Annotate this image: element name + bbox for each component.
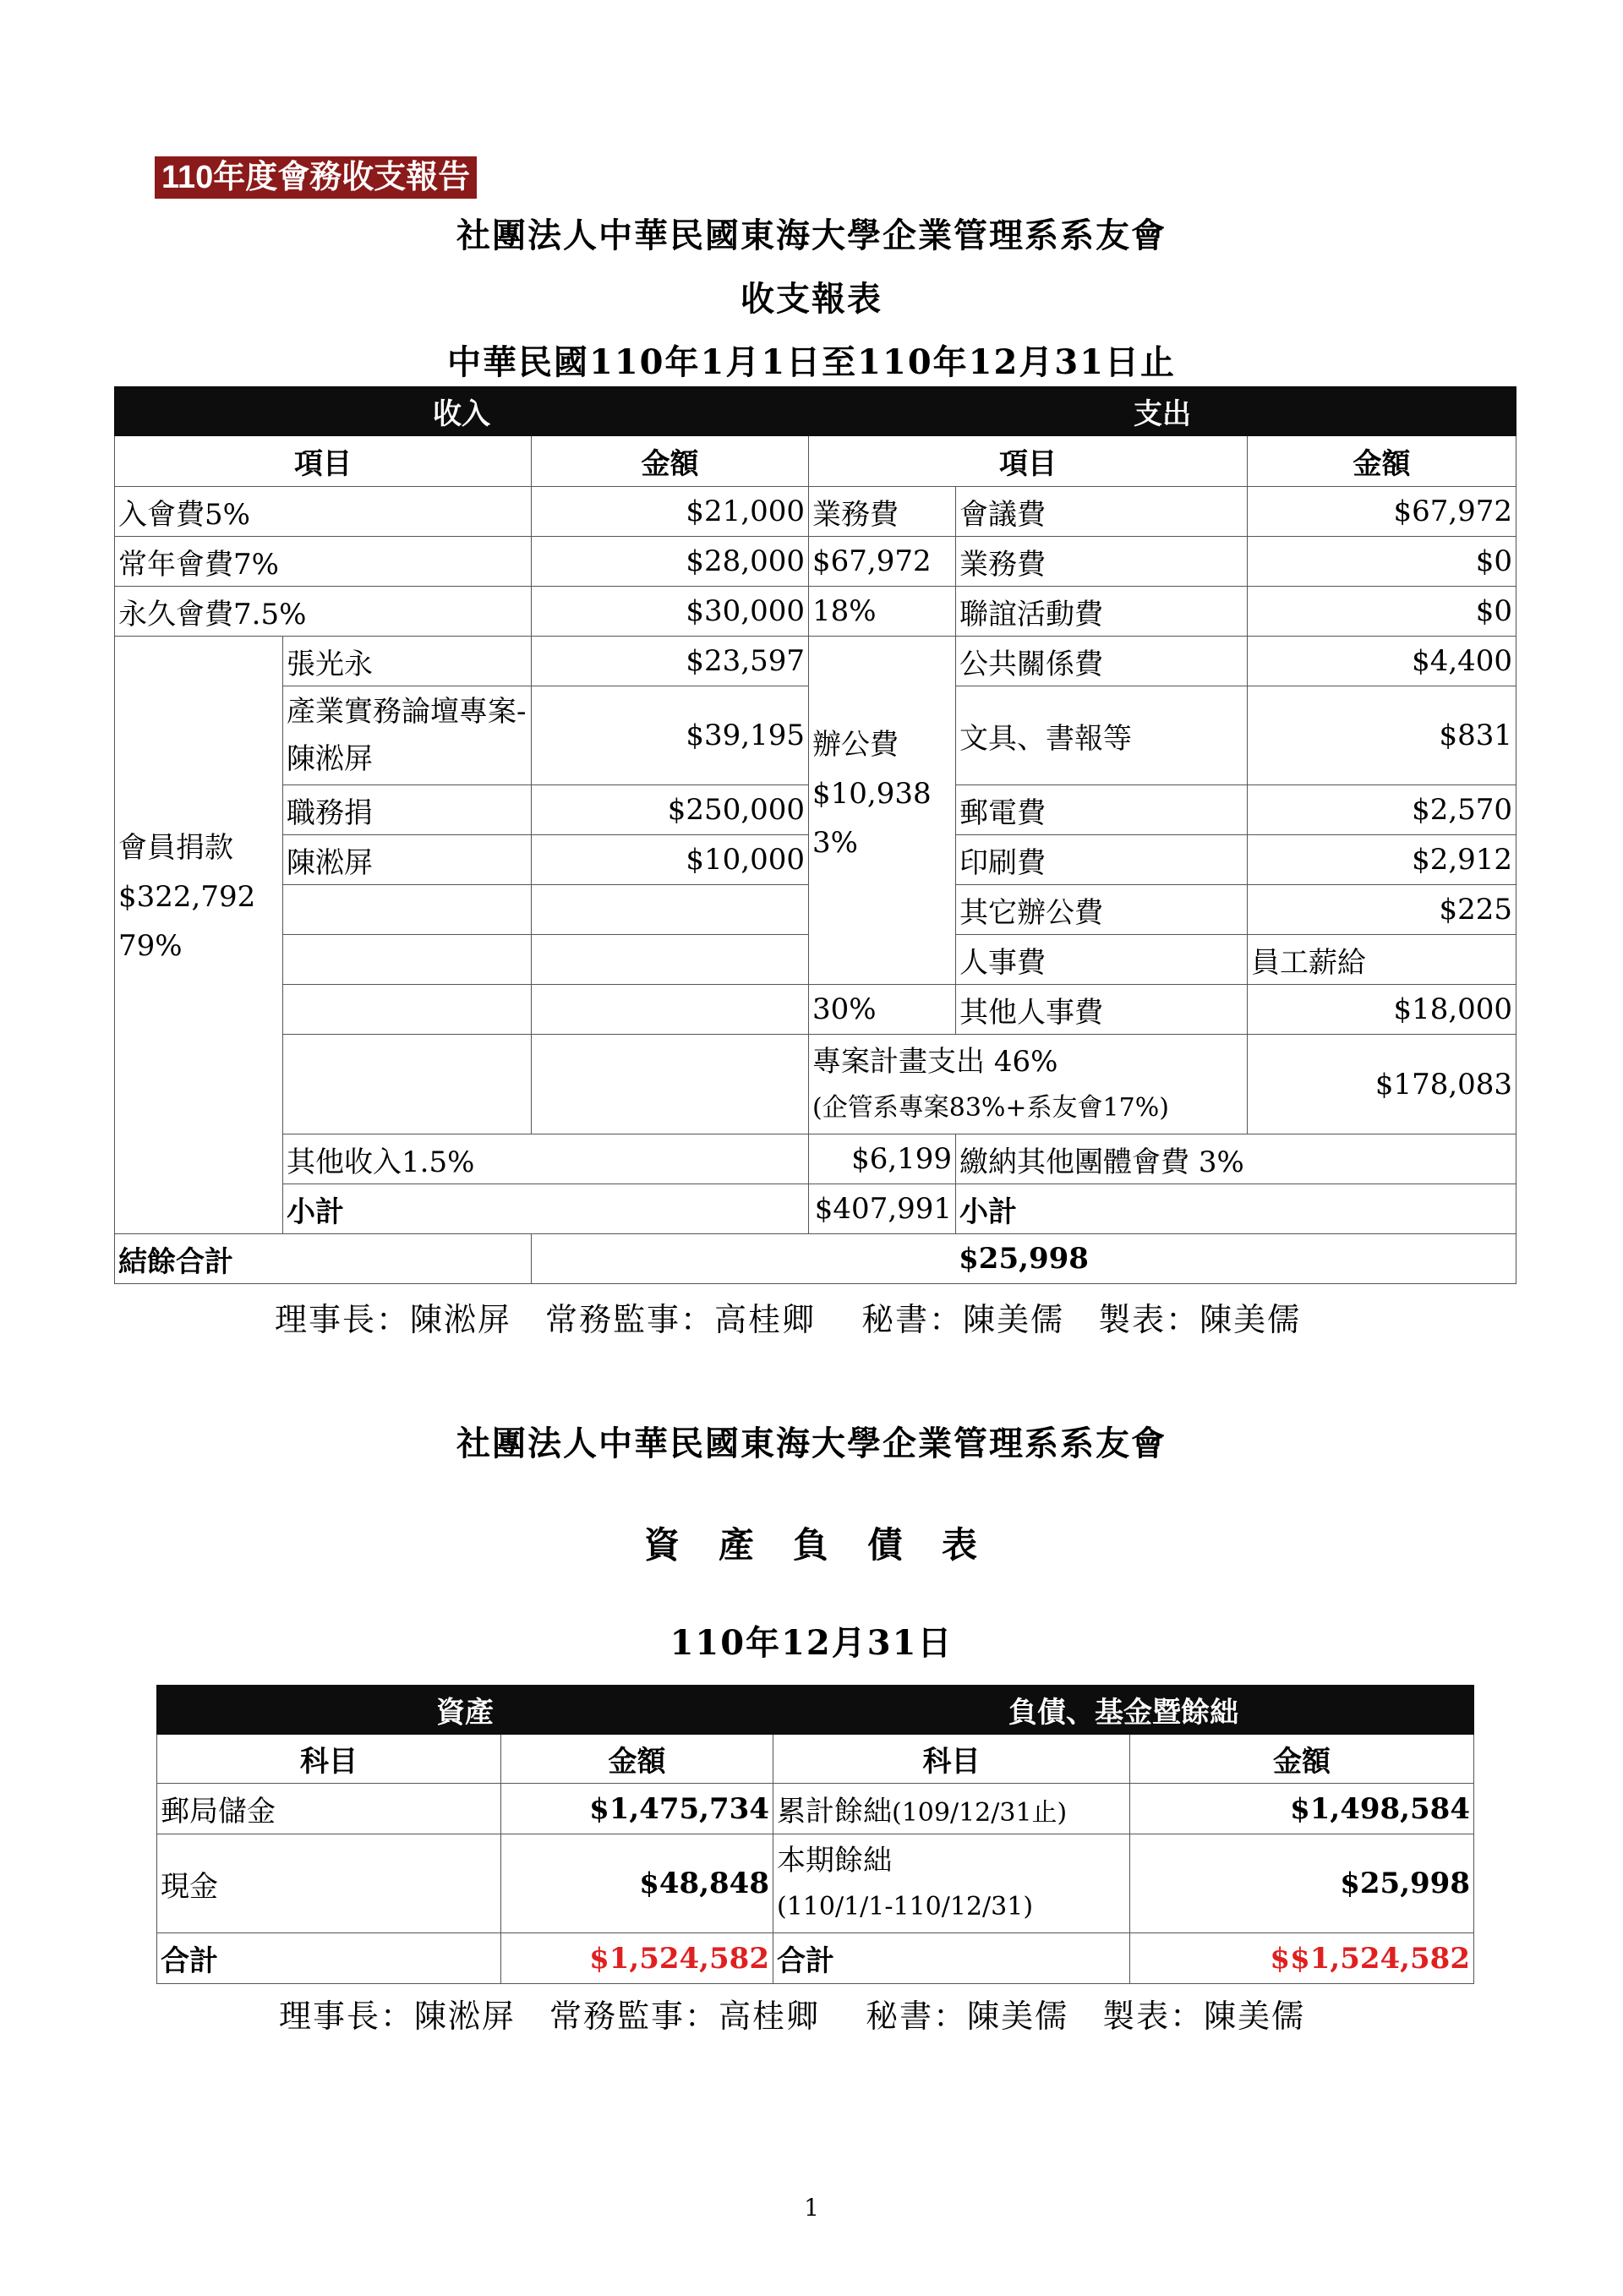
expense-item-amount: $2,570	[1248, 785, 1516, 835]
expense-item-amount: $0	[1248, 587, 1516, 637]
liab-total-label: 合計	[773, 1933, 1130, 1984]
asset-amount: $1,475,734	[501, 1784, 773, 1834]
expense-project-note: (企管系專案83%+系友會17%)	[812, 1092, 1169, 1123]
income-other-label: 其他收入1.5%	[283, 1134, 809, 1184]
donation-empty-name	[283, 935, 532, 985]
donation-empty-name	[283, 985, 532, 1035]
balance-sheet-title: 資 產 負 債 表	[643, 1524, 979, 1566]
report-badge: 110年度會務收支報告	[155, 156, 477, 199]
asset-name: 現金	[157, 1834, 501, 1933]
expense-item-amount: $2,912	[1248, 835, 1516, 885]
balance-amount: $25,998	[532, 1234, 1516, 1284]
donation-empty-amount	[532, 1035, 809, 1134]
balance-label: 結餘合計	[115, 1234, 532, 1284]
expense-personnel-label: 人事費	[956, 935, 1248, 985]
expense-business-pct: 18%	[809, 587, 956, 637]
expense-project-label: 專案計畫支出 46%	[812, 1044, 1058, 1079]
assets-col-amount: 金額	[501, 1735, 773, 1784]
assets-total-label: 合計	[157, 1933, 501, 1984]
expense-project-amount: $178,083	[1248, 1035, 1516, 1134]
liability-amount: $1,498,584	[1130, 1784, 1474, 1834]
donation-empty-name	[283, 1035, 532, 1134]
balance-sheet-date: 110年12月31日	[669, 1623, 954, 1663]
expense-item-amount: $18,000	[1248, 985, 1516, 1035]
donation-group-label: 會員捐款	[118, 831, 233, 865]
liabilities-header: 負債、基金暨餘絀	[773, 1686, 1474, 1735]
income-join-fee-amount: $21,000	[532, 487, 809, 537]
income-col-amount: 金額	[532, 436, 809, 487]
liability-row	[773, 1784, 1130, 1834]
expense-office-group	[809, 637, 956, 985]
expense-item-amount: $831	[1248, 686, 1516, 785]
expense-business-amount: $67,972	[809, 537, 956, 587]
liab-col-amount: 金額	[1130, 1735, 1474, 1784]
assets-header: 資產	[157, 1686, 773, 1735]
page-number: 1	[804, 2194, 819, 2222]
donation-name: 張光永	[283, 637, 532, 686]
donation-name: 產業實務論壇專案-陳淞屏	[283, 686, 532, 785]
org-title-1: 社團法人中華民國東海大學企業管理系系友會	[456, 216, 1167, 255]
income-col-item: 項目	[115, 436, 532, 487]
expense-business-label: 業務費	[809, 487, 956, 537]
income-donation-group	[115, 637, 283, 1234]
expense-item-name: 郵電費	[956, 785, 1248, 835]
expense-personnel-pct: 30%	[809, 985, 956, 1035]
expense-header: 支出	[809, 387, 1516, 436]
liability-name: 累計餘絀	[777, 1795, 892, 1829]
expense-item-name: 員工薪給	[1248, 935, 1516, 985]
income-join-fee-label: 入會費5%	[115, 487, 532, 537]
expense-item-amount: $225	[1248, 885, 1516, 935]
expense-col-amount: 金額	[1248, 436, 1516, 487]
income-statement-title: 收支報表	[740, 279, 883, 319]
expense-subtotal-label: 小計	[956, 1184, 1516, 1234]
balance-sheet-table	[156, 1685, 1474, 1984]
donation-empty-amount	[532, 885, 809, 935]
income-permanent-fee-amount: $30,000	[532, 587, 809, 637]
expense-item-name: 文具、書報等	[956, 686, 1248, 785]
expense-office-amount: $10,938	[812, 776, 932, 811]
expense-project	[809, 1035, 1248, 1134]
donation-name: 陳淞屏	[283, 835, 532, 885]
income-statement-period: 中華民國110年1月1日至110年12月31日止	[447, 342, 1176, 382]
expense-item-amount: $67,972	[1248, 487, 1516, 537]
expense-col-item: 項目	[809, 436, 1248, 487]
donation-empty-amount	[532, 935, 809, 985]
income-header: 收入	[115, 387, 809, 436]
income-permanent-fee-label: 永久會費7.5%	[115, 587, 532, 637]
donation-name: 職務捐	[283, 785, 532, 835]
expense-item-amount: $4,400	[1248, 637, 1516, 686]
expense-item-amount: $0	[1248, 537, 1516, 587]
liability-note: (109/12/31止)	[892, 1798, 1068, 1828]
expense-item-name: 公共關係費	[956, 637, 1248, 686]
liability-name: 本期餘絀	[777, 1844, 892, 1878]
income-subtotal-amount: $407,991	[809, 1184, 956, 1234]
income-annual-fee-label: 常年會費7%	[115, 537, 532, 587]
donation-empty-amount	[532, 985, 809, 1035]
expense-item-name: 業務費	[956, 537, 1248, 587]
signatures-2: 理事長：陳淞屏 常務監事：高桂卿 秘書：陳美儒 製表：陳美儒	[279, 1998, 1306, 2035]
donation-amount: $10,000	[532, 835, 809, 885]
expense-item-name: 其他人事費	[956, 985, 1248, 1035]
income-expense-table	[114, 386, 1516, 1284]
donation-empty-name	[283, 885, 532, 935]
income-annual-fee-amount: $28,000	[532, 537, 809, 587]
assets-col-subject: 科目	[157, 1735, 501, 1784]
donation-amount: $250,000	[532, 785, 809, 835]
liab-col-subject: 科目	[773, 1735, 1130, 1784]
expense-item-name: 聯誼活動費	[956, 587, 1248, 637]
expense-item-name: 印刷費	[956, 835, 1248, 885]
asset-amount: $48,848	[501, 1834, 773, 1933]
income-other-amount: $6,199	[809, 1134, 956, 1184]
liability-amount: $25,998	[1130, 1834, 1474, 1933]
assets-total-amount: $1,524,582	[501, 1933, 773, 1984]
signatures-1: 理事長：陳淞屏 常務監事：高桂卿 秘書：陳美儒 製表：陳美儒	[275, 1301, 1302, 1338]
liability-row	[773, 1834, 1130, 1933]
donation-group-pct: 79%	[118, 929, 183, 963]
liability-note: (110/1/1-110/12/31)	[777, 1892, 1034, 1922]
expense-item-name: 其它辦公費	[956, 885, 1248, 935]
donation-amount: $23,597	[532, 637, 809, 686]
liab-total-amount: $$1,524,582	[1130, 1933, 1474, 1984]
donation-amount: $39,195	[532, 686, 809, 785]
expense-dues-label: 繳納其他團體會費 3%	[956, 1134, 1516, 1184]
donation-group-amount: $322,792	[118, 880, 256, 914]
expense-office-label: 辦公費	[812, 727, 899, 762]
income-subtotal-label: 小計	[283, 1184, 809, 1234]
expense-office-pct: 3%	[812, 825, 858, 860]
org-title-2: 社團法人中華民國東海大學企業管理系系友會	[456, 1424, 1167, 1463]
expense-item-name: 會議費	[956, 487, 1248, 537]
asset-name: 郵局儲金	[157, 1784, 501, 1834]
